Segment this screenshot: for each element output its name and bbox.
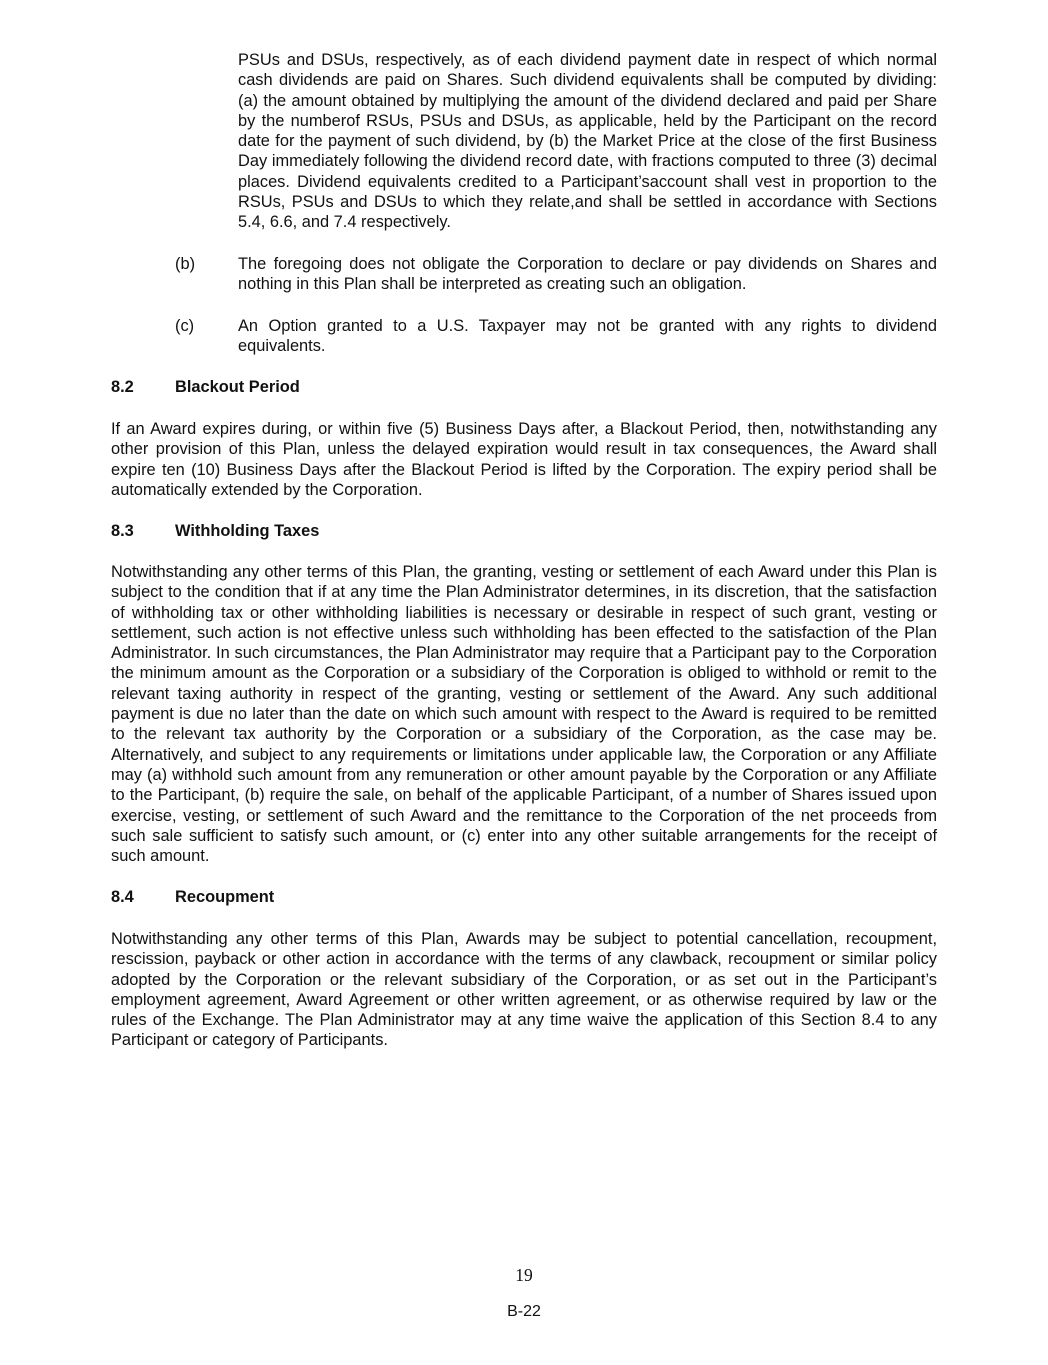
section-8-2-title: Blackout Period: [175, 378, 300, 396]
section-8-2-number: 8.2: [111, 378, 134, 396]
section-8-3-number: 8.3: [111, 522, 134, 540]
list-item-label-c: (c): [175, 317, 195, 335]
section-8-3-title: Withholding Taxes: [175, 522, 320, 540]
section-8-2-body: If an Award expires during, or within five (5) Business Days after, a Blackout Period, then, notwithstanding any other provision of this Plan, unless the delayed expiration would result in tax consequences, the Award shall expire ten (10) Business Days after the Blackout Period is lifted by the Corporation. The expiry period shall be automatically extended by the Corporation.: [111, 420, 937, 499]
section-8-4-title: Recoupment: [175, 888, 275, 906]
section-8-4-body: Notwithstanding any other terms of this Plan, Awards may be subject to potential cancellation, recoupment, rescission, payback or other action in accordance with the terms of any clawback, recoupment or similar policy adopted by the Corporation or the relevant subsidiary of the Corporation, or as set out in the Participant’s employment agreement, Award Agreement or other written agreement, or as otherwise required by law or the rules of the Exchange. The Plan Administrator may at any time waive the application of this Section 8.4 to any Participant or category of Participants.: [111, 930, 937, 1050]
list-item-text-c: An Option granted to a U.S. Taxpayer may not be granted with any rights to dividend equivalents.: [238, 317, 937, 356]
page-number: 19: [515, 1265, 533, 1285]
exhibit-page-reference: B-22: [507, 1303, 541, 1320]
section-8-4-number: 8.4: [111, 888, 134, 906]
list-item-label-b: (b): [175, 255, 196, 273]
dividend-equivalents-continuation: PSUs and DSUs, respectively, as of each dividend payment date in respect of which normal cash dividends are paid on Shares. Such dividend equivalents shall be computed by dividing: (a) the amount obtained by multiplying the amount of the dividend declared and paid per Share by the numberof RSUs, PSUs and DSUs, as applicable, held by the Participant on the record date for the payment of such dividend, by (b) the Market Price at the close of the first Business Day immediately following the dividend record date, with fractions computed to three (3) decimal places. Dividend equivalents credited to a Participant’saccount shall vest in proportion to the RSUs, PSUs and DSUs to which they relate,and shall be settled in accordance with Sections 5.4, 6.6, and 7.4 respectively.: [238, 51, 937, 232]
section-8-3-body: Notwithstanding any other terms of this Plan, the granting, vesting or settlement of each Award under this Plan is subject to the condition that if at any time the Plan Administrator determines, in its discretion, that the satisfaction of withholding tax or other withholding liabilities is necessary or desirable in respect of such grant, vesting or settlement, such action is not effective unless such withholding has been effected to the satisfaction of the Plan Administrator. In such circumstances, the Plan Administrator may require that a Participant pay to the Corporation the minimum amount as the Corporation or a subsidiary of the Corporation is obliged to withhold or remit to the relevant taxing authority in respect of the granting, vesting or settlement of the Award. Any such additional payment is due no later than the date on which such amount with respect to the Award is required to be remitted to the relevant tax authority by the Corporation or a subsidiary of the Corporation, as the case may be. Alternatively, and subject to any requirements or limitations under applicable law, the Corporation or any Affiliate may (a) withhold such amount from any remuneration or other amount payable by the Corporation or any Affiliate to the Participant, (b) require the sale, on behalf of the applicable Participant, of a number of Shares issued upon exercise, vesting, or settlement of such Award and the remittance to the Corporation of the net proceeds from such sale sufficient to satisfy such amount, or (c) enter into any other suitable arrangements for the receipt of such amount.: [111, 563, 937, 866]
list-item-text-b: The foregoing does not obligate the Corporation to declare or pay dividends on Shares and nothing in this Plan shall be interpreted as creating such an obligation.: [238, 255, 937, 294]
